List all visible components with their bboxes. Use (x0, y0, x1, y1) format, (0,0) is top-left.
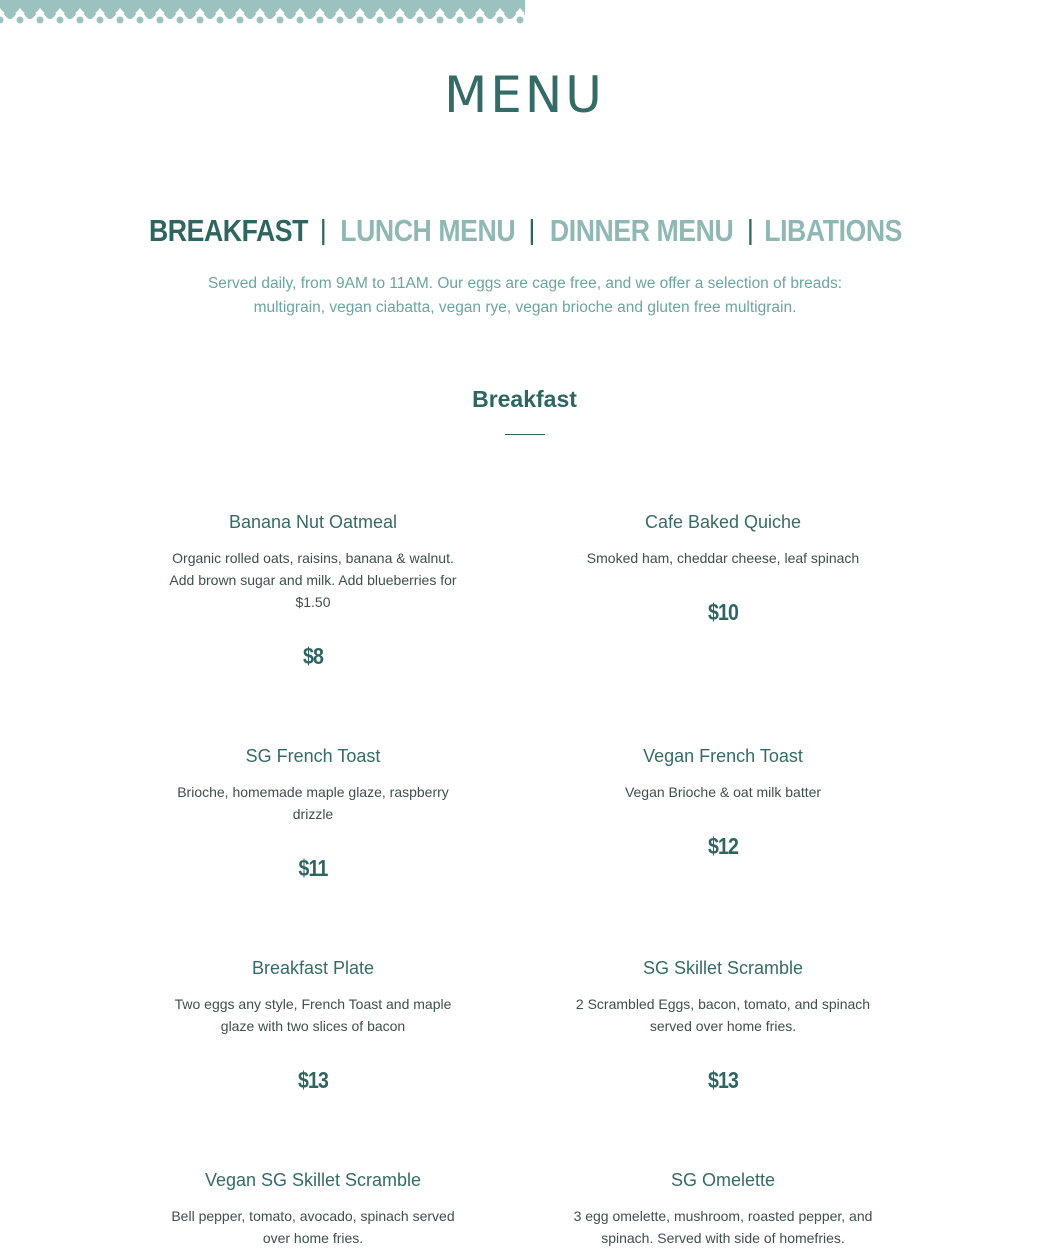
page-title: MENU (444, 66, 605, 124)
menu-tabs (0, 208, 1049, 255)
item-price: $11 (298, 855, 328, 881)
item-name: SG Omelette (670, 1170, 776, 1190)
item-name: Banana Nut Oatmeal (228, 512, 398, 532)
menu-item (573, 743, 873, 860)
item-description: Organic rolled oats, raisins, banana & walnut. Add brown sugar and milk. Add blueberries for $1.50 (169, 550, 457, 610)
item-name: SG French Toast (245, 746, 381, 766)
item-description: Brioche, homemade maple glaze, raspberry drizzle (177, 784, 449, 822)
tab-dinner-menu[interactable]: DINNER MENU (549, 213, 733, 248)
item-name: Vegan French Toast (643, 746, 803, 766)
menu-item (563, 955, 883, 1094)
tab-separator: | (528, 214, 536, 245)
item-price: $13 (707, 1067, 739, 1093)
menu-item (158, 1167, 468, 1249)
item-price: $12 (707, 833, 739, 859)
menu-item (163, 955, 463, 1094)
item-price: $13 (297, 1067, 329, 1093)
tab-separator: | (746, 214, 755, 245)
menu-item (573, 1167, 873, 1249)
item-description: Smoked ham, cheddar cheese, leaf spinach (586, 550, 860, 566)
tab-breakfast[interactable]: BREAKFAST (148, 213, 308, 248)
tab-separator: | (319, 214, 327, 245)
item-name: Breakfast Plate (251, 958, 375, 978)
tab-lunch-menu[interactable]: LUNCH MENU (340, 213, 516, 248)
item-description: 3 egg omelette, mushroom, roasted pepper, and spinach. Served with side of homefries. (573, 1208, 873, 1246)
menu-item (163, 509, 463, 670)
section-title: Breakfast (472, 386, 577, 412)
item-name: Cafe Baked Quiche (644, 512, 802, 532)
section-divider (505, 434, 545, 435)
item-price: $8 (302, 643, 324, 669)
item-description: Two eggs any style, French Toast and maple glaze with two slices of bacon (174, 996, 452, 1034)
tab-libations[interactable]: LIBATIONS (764, 213, 903, 248)
intro-text: Served daily, from 9AM to 11AM. Our eggs are cage free, and we offer a selection of breads: multigrain, vegan ciabatta, vegan rye, vegan brioche and gluten free multigrain. (207, 275, 843, 316)
item-description: Vegan Brioche & oat milk batter (624, 784, 822, 800)
header-pattern-icon (0, 0, 525, 25)
item-price: $10 (707, 599, 739, 625)
menu-item (573, 509, 873, 626)
item-description: 2 Scrambled Eggs, bacon, tomato, and spinach served over home fries. (575, 996, 871, 1034)
item-description: Bell pepper, tomato, avocado, spinach served over home fries. (171, 1208, 455, 1246)
item-name: Vegan SG Skillet Scramble (204, 1170, 422, 1190)
item-name: SG Skillet Scramble (642, 958, 804, 978)
scallop-pattern (0, 0, 525, 25)
menu-item (163, 743, 463, 882)
